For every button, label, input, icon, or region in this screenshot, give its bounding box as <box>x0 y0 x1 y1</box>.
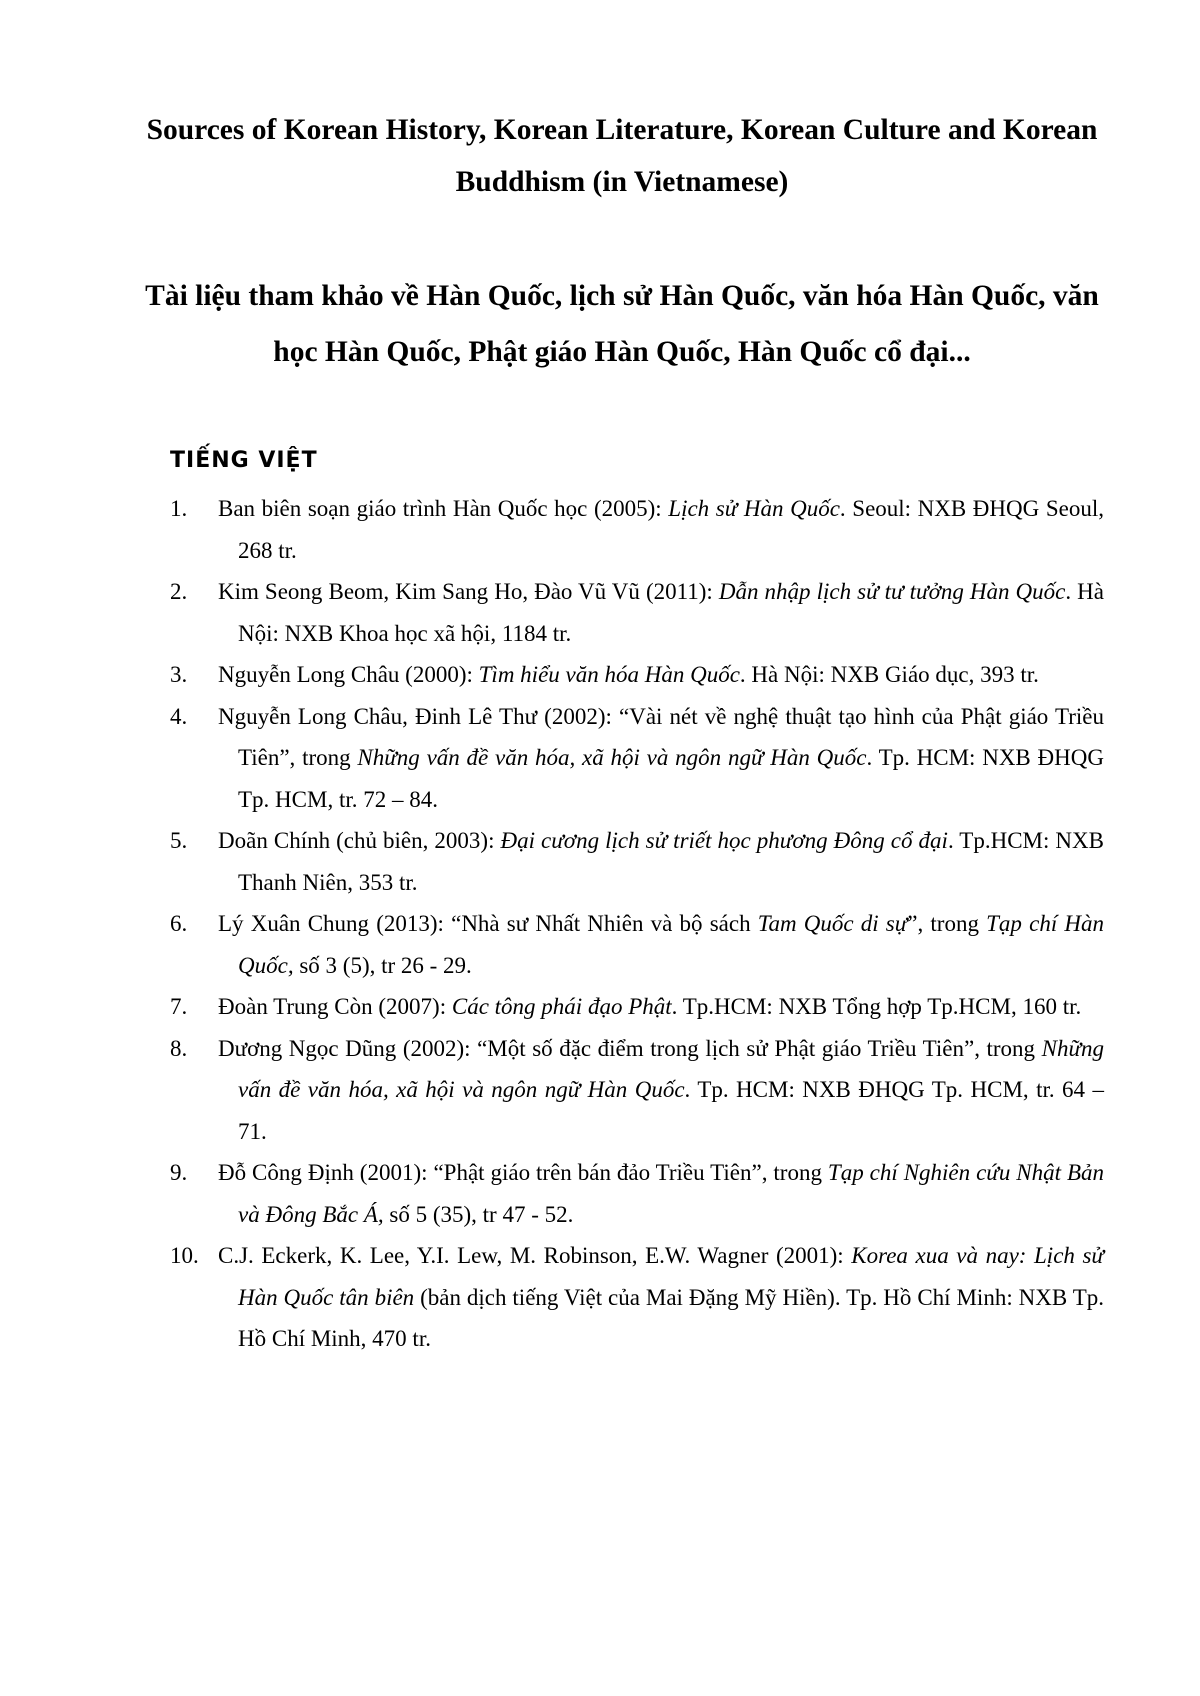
reference-journal: Tạp chí Hàn Quốc, <box>238 911 1104 978</box>
reference-item <box>170 488 1104 571</box>
reference-text: Đoàn Trung Còn (2007): <box>218 994 452 1019</box>
reference-title: Đại cương lịch sử triết học phương Đông cổ đại <box>500 828 948 853</box>
reference-number: 3. <box>170 662 188 687</box>
reference-text: . Tp. HCM: NXB ĐHQG Tp. HCM, tr. 72 – 84. <box>238 745 1104 812</box>
reference-title: Korea xua và nay: Lịch sử Hàn Quốc tân biên <box>238 1243 1104 1310</box>
reference-number: 9. <box>170 1160 188 1185</box>
reference-list <box>150 488 1104 1360</box>
reference-number: 2. <box>170 579 188 604</box>
reference-item <box>170 571 1104 654</box>
reference-text: số 3 (5), tr 26 - 29. <box>293 952 472 978</box>
reference-item <box>170 1235 1104 1360</box>
reference-number: 7. <box>170 994 188 1019</box>
reference-item <box>170 696 1104 821</box>
reference-title: Những vấn đề văn hóa, xã hội và ngôn ngữ Hàn Quốc <box>357 745 867 770</box>
reference-text: . Tp.HCM: NXB Tổng hợp Tp.HCM, 160 tr. <box>671 994 1082 1019</box>
reference-item <box>170 986 1104 1028</box>
reference-item <box>170 1028 1104 1153</box>
reference-number: 8. <box>170 1035 188 1061</box>
section-heading: TIẾNG VIỆT <box>170 448 318 473</box>
reference-text: Nguyễn Long Châu, Đinh Lê Thư (2002): “Vài nét về nghệ thuật tạo hình của Phật giáo Triều Tiên”, trong <box>218 703 1104 770</box>
reference-text: . Hà Nội: NXB Giáo dục, 393 tr. <box>739 662 1039 687</box>
reference-item <box>170 820 1104 903</box>
reference-number: 4. <box>170 703 188 729</box>
reference-text: Dương Ngọc Dũng (2002): “Một số đặc điểm trong lịch sử Phật giáo Triều Tiên”, trong <box>218 1035 1042 1061</box>
reference-title: Lịch sử Hàn Quốc <box>668 496 840 521</box>
reference-text: Lý Xuân Chung (2013): “Nhà sư Nhất Nhiên và bộ sách <box>218 911 758 936</box>
reference-number: 6. <box>170 911 188 936</box>
reference-text: C.J. Eckerk, K. Lee, Y.I. Lew, M. Robinson, E.W. Wagner (2001): <box>218 1243 852 1268</box>
reference-text: . Tp.HCM: NXB Thanh Niên, 353 tr. <box>238 828 1104 895</box>
reference-text: (bản dịch tiếng Việt của Mai Đặng Mỹ Hiền). Tp. Hồ Chí Minh: NXB Tp. Hồ Chí Minh, 470 tr. <box>238 1284 1104 1351</box>
reference-text: số 5 (35), tr 47 - 52. <box>383 1201 574 1227</box>
reference-title: Tạp chí Nghiên cứu Nhật Bản và Đông Bắc Á, <box>238 1160 1104 1227</box>
reference-text: Ban biên soạn giáo trình Hàn Quốc học (2005): <box>218 496 669 521</box>
reference-item <box>170 654 1104 696</box>
reference-text: ”, trong <box>907 911 987 936</box>
reference-title: Dẫn nhập lịch sử tư tưởng Hàn Quốc <box>718 579 1066 604</box>
document-title-vietnamese: Tài liệu tham khảo về Hàn Quốc, lịch sử Hàn Quốc, văn hóa Hàn Quốc, văn học Hàn Quốc, Phật giáo Hàn Quốc, Hàn Quốc cổ đại... <box>145 280 1099 368</box>
reference-number: 5. <box>170 828 188 853</box>
reference-title: Các tông phái đạo Phật <box>451 994 672 1019</box>
reference-text: Đỗ Công Định (2001): “Phật giáo trên bán đảo Triều Tiên”, trong <box>218 1160 828 1185</box>
reference-text: . Seoul: NXB ĐHQG Seoul, 268 tr. <box>238 496 1104 563</box>
reference-item <box>170 903 1104 986</box>
reference-text: . Tp. HCM: NXB ĐHQG Tp. HCM, tr. 64 – 71. <box>238 1077 1104 1144</box>
document-title-english: Sources of Korean History, Korean Literature, Korean Culture and Korean Buddhism (in Vietnamese) <box>146 114 1098 198</box>
reference-text: . Hà Nội: NXB Khoa học xã hội, 1184 tr. <box>238 579 1104 646</box>
reference-item <box>170 1152 1104 1235</box>
reference-text: Doãn Chính (chủ biên, 2003): <box>218 828 501 853</box>
reference-number: 10. <box>170 1243 199 1268</box>
reference-text: Nguyễn Long Châu (2000): <box>218 662 479 687</box>
reference-title: Tam Quốc di sự <box>757 911 908 936</box>
reference-text: Kim Seong Beom, Kim Sang Ho, Đào Vũ Vũ (2011): <box>218 579 719 604</box>
reference-title: Tìm hiểu văn hóa Hàn Quốc <box>478 662 740 687</box>
reference-number: 1. <box>170 496 188 521</box>
reference-title: Những vấn đề văn hóa, xã hội và ngôn ngữ Hàn Quốc <box>238 1035 1104 1102</box>
